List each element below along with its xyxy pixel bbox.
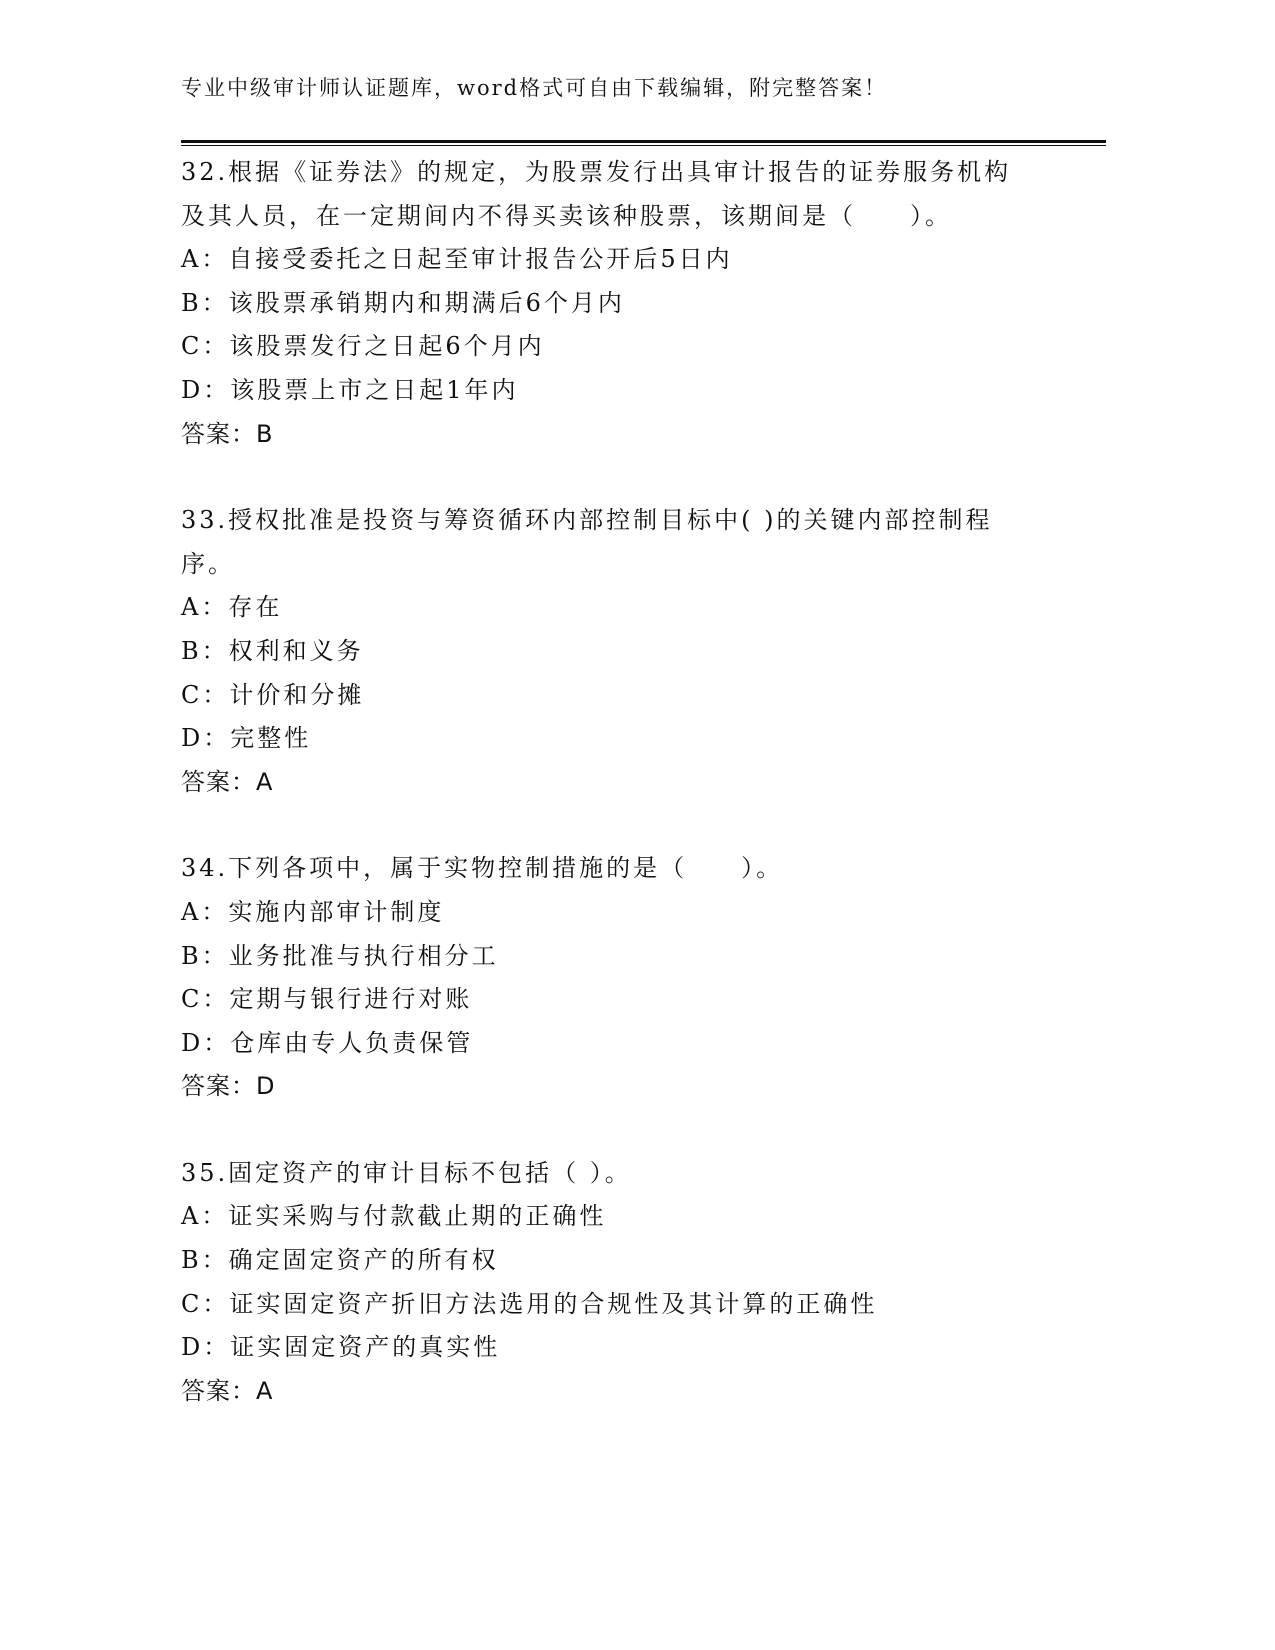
answer: 答案：B [181,419,274,448]
option-d: D：证实固定资产的真实性 [181,1333,501,1362]
option-b: B：权利和义务 [181,636,364,665]
option-c: C：证实固定资产折旧方法选用的合规性及其计算的正确性 [181,1289,878,1318]
question-32 [181,151,1081,456]
question-35 [181,1152,1081,1414]
option-d: D：完整性 [181,724,312,753]
header-divider [181,140,1106,146]
option-c: C：计价和分摊 [181,680,365,709]
question-stem-line: 33.授权批准是投资与筹资循环内部控制目标中( )的关键内部控制程 [181,506,993,535]
option-a: A：自接受委托之日起至审计报告公开后5日内 [181,245,733,274]
option-b: B：确定固定资产的所有权 [181,1246,499,1275]
option-a: A：存在 [181,593,283,622]
question-stem-line: 及其人员，在一定期间内不得买卖该种股票，该期间是（ ）。 [181,201,952,230]
option-b: B：业务批准与执行相分工 [181,941,499,970]
page-header: 专业中级审计师认证题库，word格式可自由下载编辑，附完整答案！ [181,76,888,100]
option-d: D：该股票上市之日起1年内 [181,375,519,404]
option-b: B：该股票承销期内和期满后6个月内 [181,288,625,317]
question-list [181,151,1081,1456]
option-c: C：定期与银行进行对账 [181,985,473,1014]
option-d: D：仓库由专人负责保管 [181,1028,474,1057]
option-a: A：证实采购与付款截止期的正确性 [181,1202,607,1231]
question-stem-line: 34.下列各项中，属于实物控制措施的是（ ）。 [181,854,784,883]
option-c: C：该股票发行之日起6个月内 [181,332,545,361]
answer: 答案：A [181,767,274,796]
question-34 [181,847,1081,1109]
question-33 [181,499,1081,804]
question-stem-line: 35.固定资产的审计目标不包括（ ）。 [181,1158,632,1187]
answer: 答案：D [181,1072,276,1101]
question-stem-line: 32.根据《证券法》的规定，为股票发行出具审计报告的证券服务机构 [181,158,1012,186]
option-a: A：实施内部审计制度 [181,897,445,926]
question-stem-line: 序。 [181,549,235,578]
answer: 答案：A [181,1376,274,1405]
